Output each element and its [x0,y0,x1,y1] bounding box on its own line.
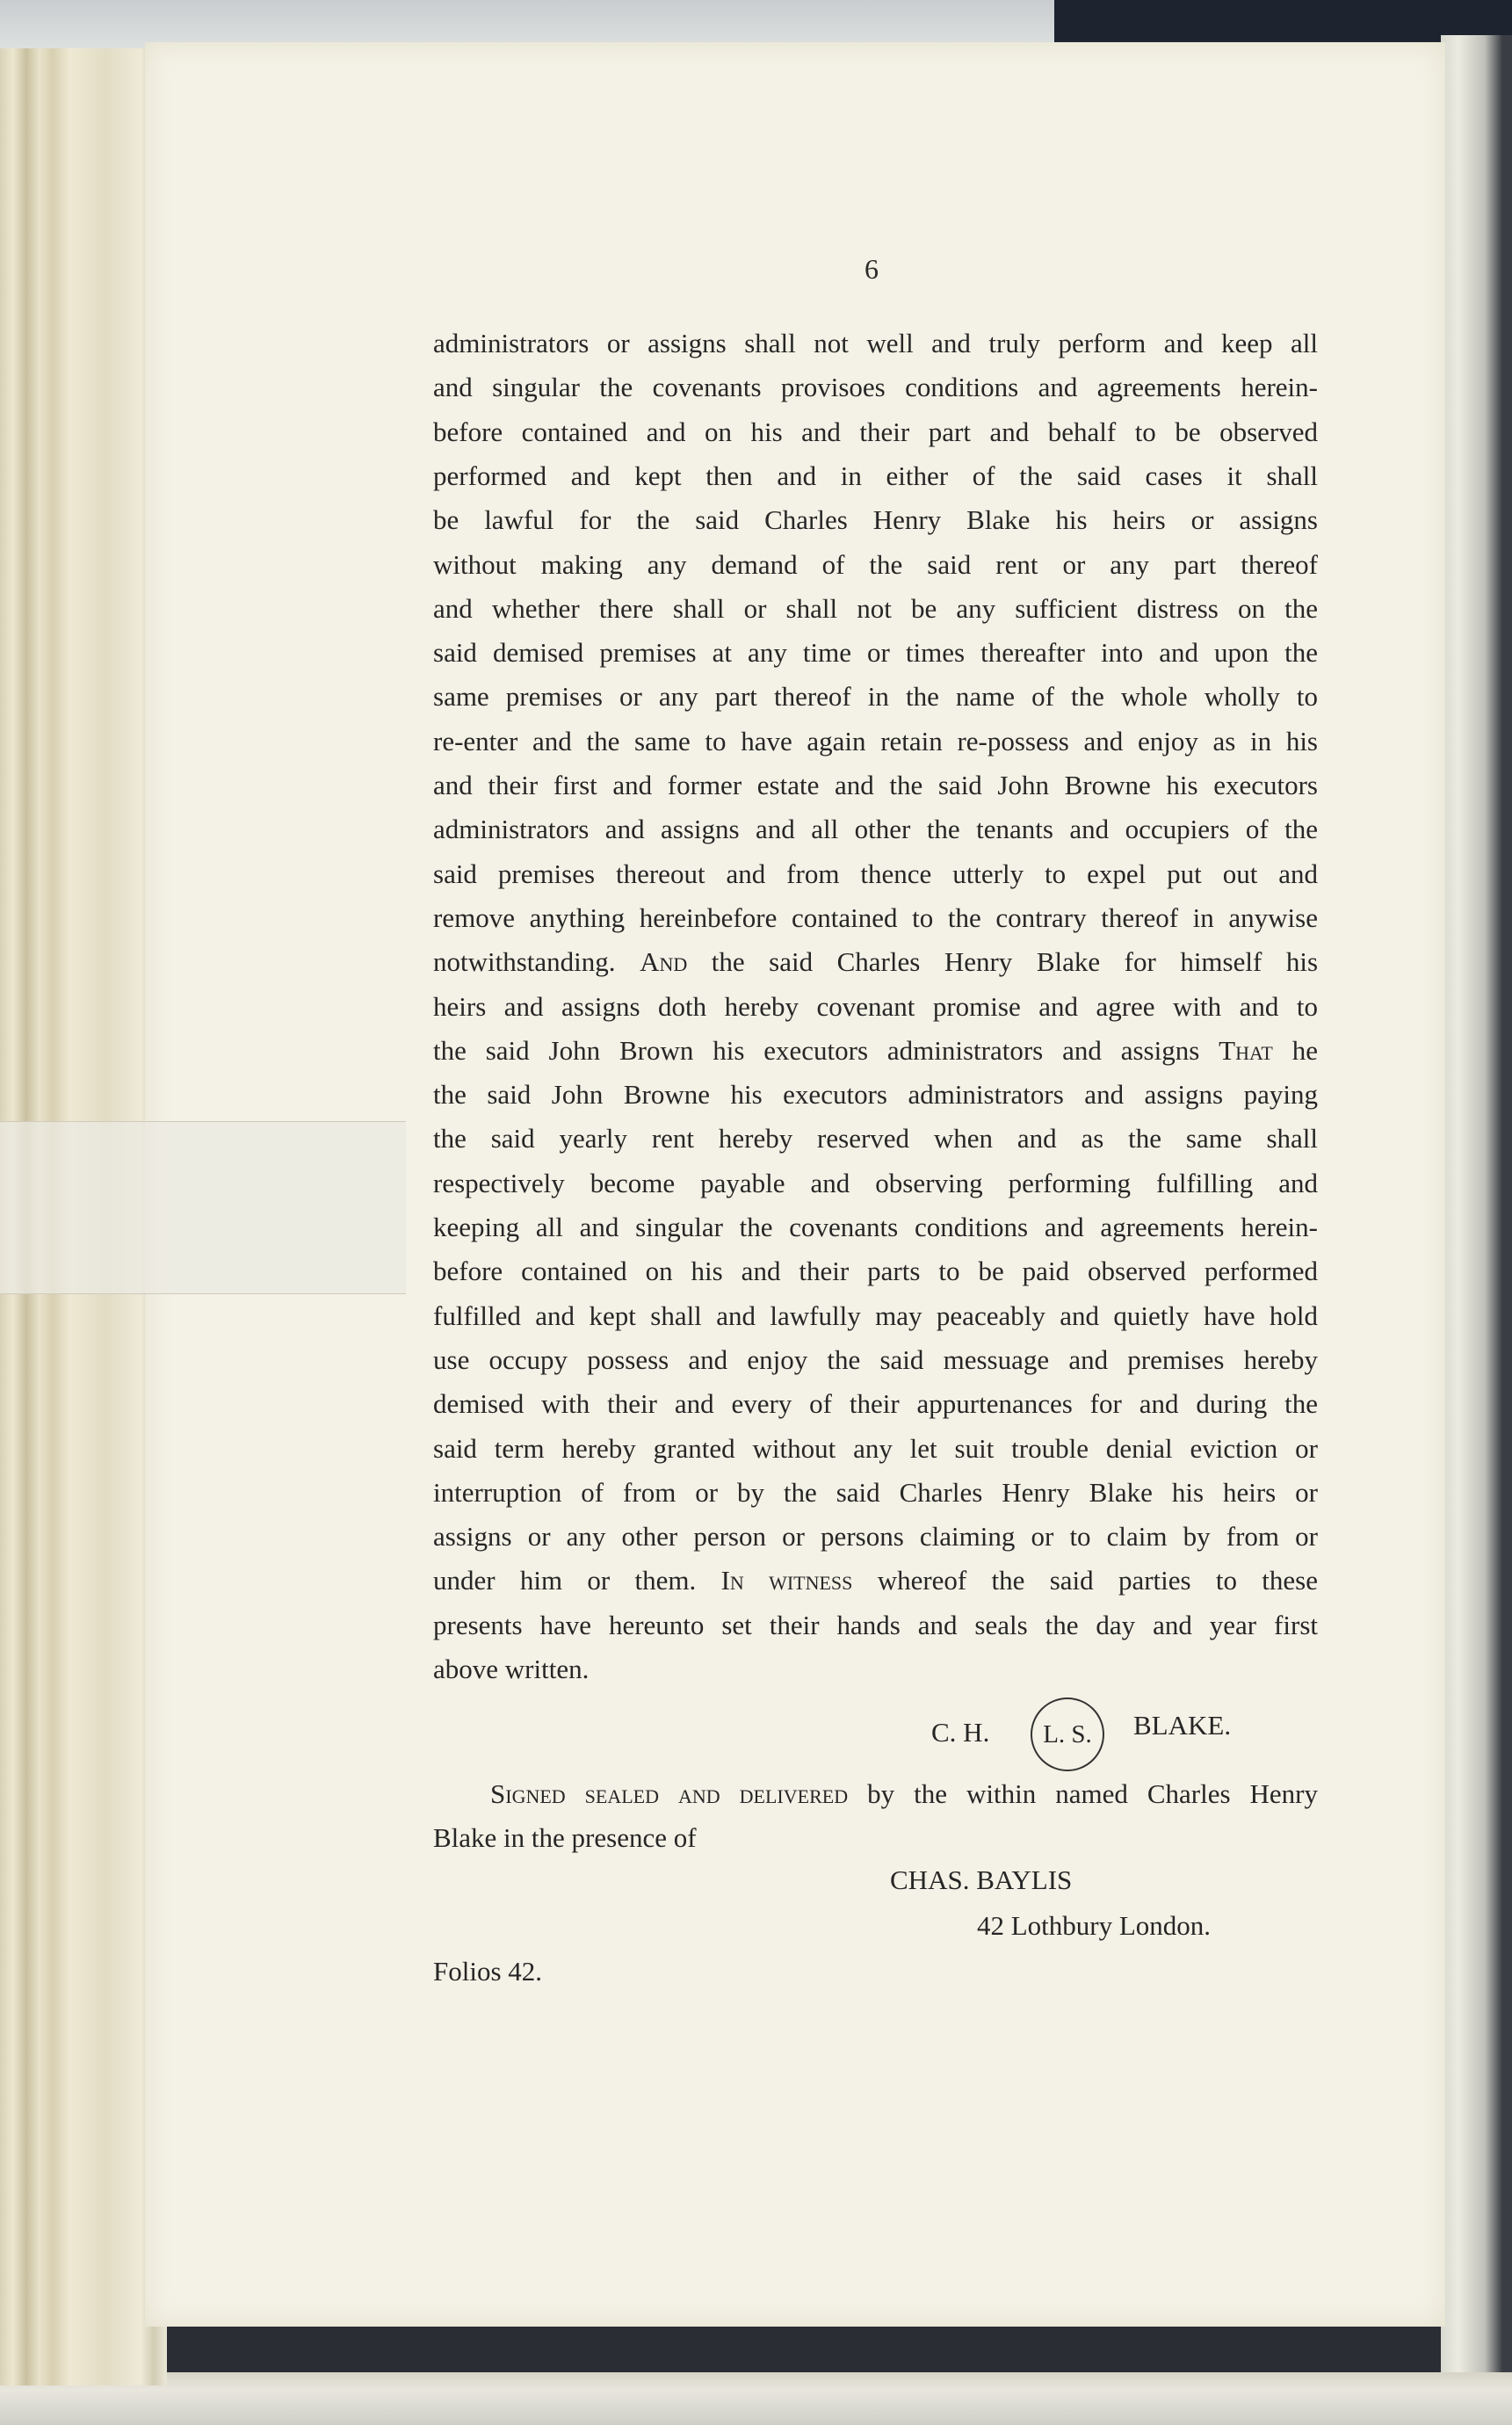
text-line [433,1254,1318,1289]
folios-count: Folios 42. [433,1956,543,1987]
text-segment: performed and kept then and in either of the said cases it shall [433,460,1318,491]
text-segment: whereof the said parties to these [852,1565,1318,1596]
text-line [433,901,1318,936]
text-segment: the said John Browne his executors administrators and assigns paying [433,1079,1318,1111]
page-right-edge [1441,35,1512,2372]
text-line [433,724,1318,759]
attestation-line-2: Blake in the presence of [433,1822,697,1853]
text-segment: and whether there shall or shall not be any sufficient distress on the [433,592,1318,624]
text-line [433,989,1318,1024]
text-line [433,1386,1318,1422]
text-line [433,679,1318,714]
witness-address: 42 Lothbury London. [977,1910,1212,1941]
text-segment: before contained and on his and their part and behalf to be observed [433,416,1318,447]
text-segment: above written. [433,1654,590,1684]
text-segment: he [1272,1034,1318,1066]
text-line [433,1299,1318,1334]
signature-surname: BLAKE. [1133,1710,1232,1741]
text-segment: administrators and assigns and all other the tenants and occupiers of the [433,814,1318,845]
text-line [433,1033,1318,1068]
text-line [433,547,1318,583]
text-line [433,1652,1318,1687]
text-line [433,1475,1318,1510]
text-segment: re-enter and the same to have again retain re-possess and enjoy as in his [433,725,1318,756]
text-segment: notwithstanding. [433,946,640,978]
text-line [433,1563,1318,1598]
page-number: 6 [865,253,879,285]
text-line [433,857,1318,892]
text-segment: the said yearly rent hereby reserved when and as the same shall [433,1123,1318,1155]
attestation-lead: Signed sealed and delivered [490,1778,849,1809]
text-line [433,370,1318,405]
small-caps-text: In witness [720,1565,853,1596]
text-segment: heirs and assigns doth hereby covenant promise and agree with and to [433,990,1318,1022]
text-line [433,635,1318,670]
text-segment: said term hereby granted without any let suit trouble denial eviction or [433,1432,1318,1464]
seal-circle [1031,1698,1104,1771]
text-line [433,1210,1318,1245]
text-segment: said demised premises at any time or times thereafter into and upon the [433,637,1318,669]
scan-bottom-edge [0,2372,1512,2425]
text-line [433,1166,1318,1201]
text-segment: same premises or any part thereof in the name of the whole wholly to [433,681,1318,713]
text-line [433,459,1318,494]
repair-tape [0,1121,406,1294]
text-line [433,1121,1318,1156]
signature-initials: C. H. [931,1717,990,1748]
attestation-line-1 [490,1777,1318,1812]
small-caps-text: That [1219,1034,1273,1066]
text-segment: under him or them. [433,1565,721,1596]
text-segment: remove anything hereinbefore contained to the contrary thereof in anywise [433,901,1318,933]
text-segment: said premises thereout and from thence utterly to expel put out and [433,858,1318,889]
text-segment: interruption of from or by the said Charles Henry Blake his heirs or [433,1476,1318,1508]
text-segment: before contained on his and their parts to be paid observed performed [433,1256,1318,1287]
text-segment: use occupy possess and enjoy the said messuage and premises hereby [433,1343,1318,1375]
text-segment: the said John Brown his executors administrators and assigns [433,1034,1219,1066]
witness-name: CHAS. BAYLIS [890,1864,1073,1895]
text-segment: assigns or any other person or persons claiming or to claim by from or [433,1521,1318,1553]
text-line [433,1608,1318,1643]
small-caps-text: And [640,946,688,978]
text-line [433,415,1318,450]
seal-label: L. S. [1043,1719,1092,1748]
text-segment: administrators or assigns shall not well and truly perform and keep all [433,328,1318,358]
text-line [433,945,1318,980]
text-line [433,326,1318,361]
text-line [433,1519,1318,1554]
text-line [433,1431,1318,1466]
text-segment: presents have hereunto set their hands and seals the day and year first [433,1609,1318,1640]
text-line [433,1343,1318,1378]
text-line [433,503,1318,538]
text-segment: and their first and former estate and the said John Browne his executors [433,770,1318,800]
text-line [433,1077,1318,1112]
text-line [433,591,1318,626]
text-segment: keeping all and singular the covenants conditions and agreements herein- [433,1212,1318,1242]
attestation-rest: by the within named Charles Henry [848,1778,1318,1809]
text-line [433,768,1318,803]
text-segment: respectively become payable and observing performing fulfilling and [433,1167,1318,1198]
text-line [433,812,1318,847]
text-segment: fulfilled and kept shall and lawfully may peaceably and quietly have hold [433,1299,1318,1331]
text-segment: without making any demand of the said rent or any part thereof [433,548,1318,580]
text-segment: and singular the covenants provisoes conditions and agreements herein- [433,372,1318,403]
text-segment: demised with their and every of their appurtenances for and during the [433,1388,1318,1420]
text-segment: the said Charles Henry Blake for himself his [687,946,1319,978]
text-segment: be lawful for the said Charles Henry Blake his heirs or assigns [433,504,1318,536]
